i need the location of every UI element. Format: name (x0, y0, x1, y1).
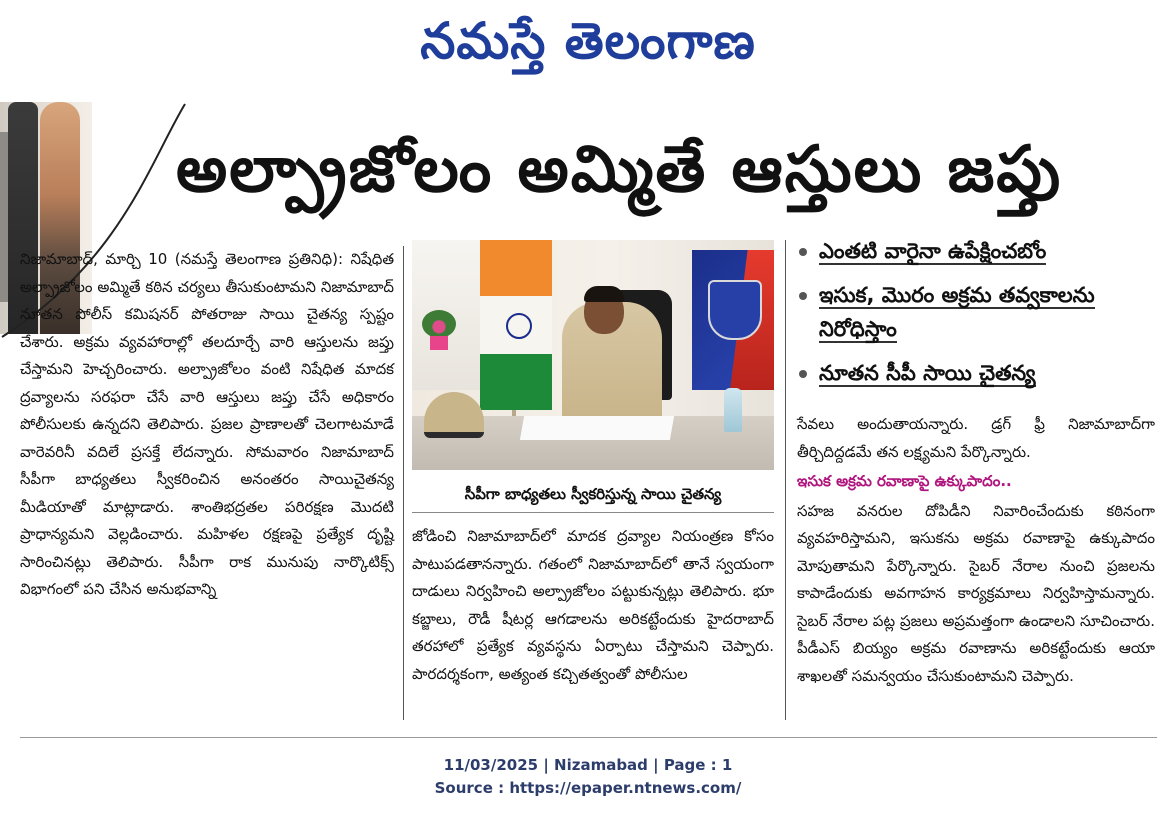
article-text: నిజామాబాద్, మార్చి 10 (నమస్తే తెలంగాణ ప్రతినిధి): నిషేధిత అల్ప్రాజోలం అమ్మితే కఠిన చర్యలు తీసుకుంటామని నిజామాబాద్ నూతన పోలీస్ కమిషనర్ పోతరాజు సాయి చైతన్య స్పష్టం చేశారు. అక్రమ వ్యవహారాల్లో తలదూర్చే వారి ఆస్తులను జప్తు చేస్తామని హెచ్చరించారు. అల్ప్రాజోలం వంటి నిషేధిత మాదక ద్రవ్యాలను సరఫరా చేసే వారి ఆస్తులు జప్తు చేసే అధికారం పోలీసులకు ఉన్నదని తెలిపారు. ప్రజల ప్రాణాలతో చెలగాటమాడే వారెవరినీ వదిలే ప్రసక్తే లేదన్నారు. సోమవారం నిజామాబాద్ సీపీగా బాధ్యతలు స్వీకరించిన అనంతరం సాయిచైతన్య మీడియాతో మాట్లాడారు. శాంతిభద్రతల పరిరక్షణ మొదటి ప్రాధాన్యమని వెల్లడించారు. మహిళల రక్షణపై ప్రత్యేక దృష్టి సారించినట్లు తెలిపారు. సీపీగా రాక మునుపు నార్కొటిక్స్ విభాగంలో పని చేసిన అనుభవాన్ని (20, 250, 394, 598)
footer-divider (20, 737, 1157, 738)
article-text: సహజ వనరుల దోపిడీని నివారించేందుకు కఠినంగా వ్యవహరిస్తామని, ఇసుకను అక్రమ రవాణాపై ఉక్కుపాదం మోపుతామని పేర్కొన్నారు. సైబర్ నేరాల నుంచి ప్రజలను కాపాడేందుకు అవగాహన కార్యక్రమాలు నిర్వహిస్తామన్నారు. సైబర్ నేరాల పట్ల ప్రజలు అప్రమత్తంగా ఉండాలని సూచించారు. పీడీఎస్ బియ్యం అక్రమ రవాణాను అరికట్టేందుకు ఆయా శాఖలతో సమన్వయం చేసుకుంటామని చెప్పారు. (797, 501, 1155, 685)
article-photo (412, 240, 774, 470)
photo-caption: సీపీగా బాధ్యతలు స్వీకరిస్తున్న సాయి చైతన్య (412, 476, 774, 513)
article-text: సేవలు అందుతాయన్నారు. డ్రగ్ ఫ్రీ నిజామాబాద్‌గా తీర్చిదిద్దడమే తన లక్ష్యమని పేర్కొన్నారు. (797, 415, 1155, 461)
highlight-item: నూతన సీపీ సాయి చైతన్య (797, 356, 1155, 390)
masthead-logo: నమస్తే తెలంగాణ (420, 12, 756, 70)
article-column-1 (20, 246, 394, 604)
column-divider (403, 246, 404, 720)
highlights (797, 234, 1155, 390)
footer-source: Source : https://epaper.ntnews.com/ (434, 779, 742, 797)
bullet-icon (799, 292, 807, 300)
article-column-2 (412, 523, 774, 688)
column-divider (785, 240, 786, 720)
article-text: జోడించి నిజామాబాద్‌లో మాదక ద్రవ్యాల నియంత్రణ కోసం పాటుపడతానన్నారు. గతంలో నిజామాబాద్‌లో తానే స్వయంగా దాడులు నిర్వహించి అల్ప్రాజోలం పట్టుకున్నట్లు తెలిపారు. భూ కబ్జాలు, రౌడీ షీటర్ల ఆగడాలను అరికట్టేందుకు హైదరాబాద్ తరహాలో ప్రత్యేక వ్యవస్థను ఏర్పాటు చేస్తామని చెప్పారు. పారదర్శకంగా, అత్యంత కచ్చితత్వంతో పోలీసుల (412, 527, 774, 683)
subheading: ఇసుక అక్రమ రవాణాపై ఉక్కుపాదం.. (797, 472, 1012, 490)
bullet-icon (799, 370, 807, 378)
headline: అల్ప్రాజోలం అమ్మితే ఆస్తులు జప్తు (176, 133, 1063, 207)
highlight-item: ఇసుక, మొరం అక్రమ తవ్వకాలను నిరోధిస్తాం (797, 278, 1155, 346)
bullet-icon (799, 248, 807, 256)
footer-date-page: 11/03/2025 | Nizamabad | Page : 1 (443, 756, 733, 774)
article-column-3 (797, 411, 1155, 690)
highlight-item: ఎంతటి వారైనా ఉపేక్షించబోం (797, 234, 1155, 268)
